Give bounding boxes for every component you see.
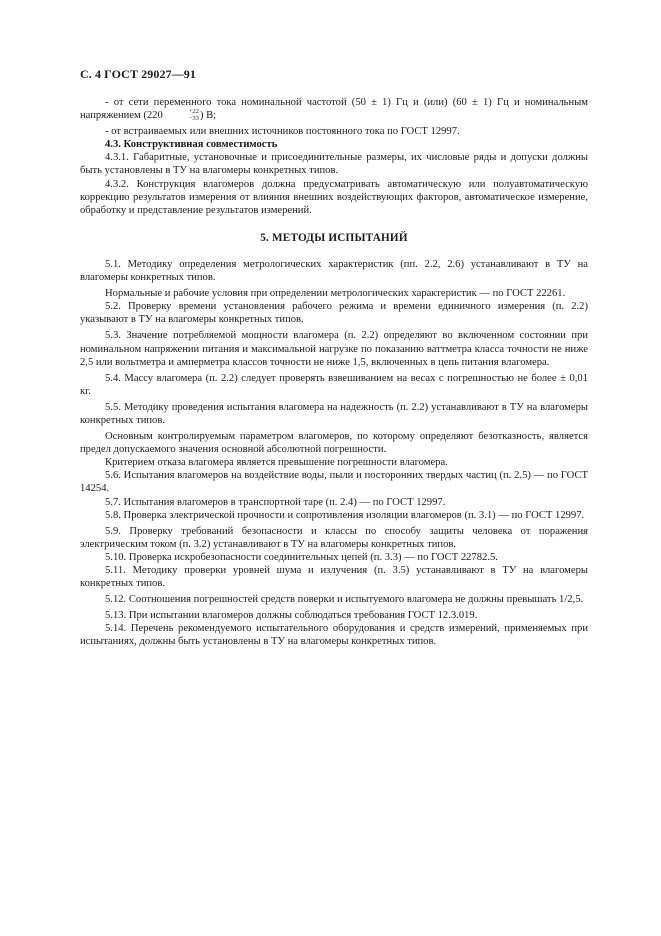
paragraph-5-13: 5.13. При испытании влагомеров должны соблюдаться требования ГОСТ 12.3.019. xyxy=(105,610,478,622)
paragraph-5-1: 5.1. Методику определения метрологических характеристик (пп. 2.2, 2.6) устанавливают в ТУ на влагомеры конкретных типов. xyxy=(80,258,588,284)
document-body xyxy=(80,96,588,649)
paragraph-5-1-b: Нормальные и рабочие условия при определении метрологических характеристик — по ГОСТ 22261. xyxy=(105,288,566,300)
paragraph-4-3-2: 4.3.2. Конструкция влагомеров должна предусматривать автоматическую или полуавтоматическую коррекцию результатов измерения от влияния внешних воздействующих факторов, автоматическое измерение, обработку и представление результатов измерений. xyxy=(80,178,588,216)
paragraph-ac-supply: - от сети переменного тока номинальной частотой (50 ± 1) Гц и (или) (60 ± 1) Гц и номинальным напряжением (220 +22 −33 ) В; xyxy=(80,97,588,122)
paragraph-5-3: 5.3. Значение потребляемой мощности влагомера (п. 2.2) определяют во включенном состоянии при номинальном напряжении питания и максимальной нагрузке по показанию ваттметра класса точности не ниже 2,5 или вольтметра и амперметра классов точности не ниже 1,5, включенных в цепь питания влагомера. xyxy=(80,330,588,368)
page-header: С. 4 ГОСТ 29027—91 xyxy=(80,67,196,81)
paragraph-5-8: 5.8. Проверка электрической прочности и сопротивления изоляции влагомеров (п. 3.1) — по ГОСТ 12997. xyxy=(105,509,585,521)
paragraph-5-12: 5.12. Соотношения погрешностей средств поверки и испытуемого влагомера не должны превышать 1/2,5. xyxy=(105,594,584,606)
paragraph-5-10: 5.10. Проверка искробезопасности соединительных цепей (п. 3.3) — по ГОСТ 22782.5. xyxy=(105,551,498,563)
paragraph-5-11: 5.11. Методику проверки уровней шума и излучения (п. 3.5) устанавливают в ТУ на влагомеры конкретных типов. xyxy=(80,565,588,590)
paragraph-5-5-b: Основным контролируемым параметром влагомеров, по которому определяют безотказность, является предел допускаемого значения основной абсолютной погрешности. xyxy=(80,431,588,456)
paragraph-5-5-c: Критерием отказа влагомера является превышение погрешности влагомера. xyxy=(105,457,448,469)
paragraph-5-6: 5.6. Испытания влагомеров на воздействие воды, пыли и посторонних твердых частиц (п. 2.5) — по ГОСТ 14254. xyxy=(80,470,588,495)
subsection-title-4-3: 4.3. Конструктивная совместимость xyxy=(105,139,278,151)
paragraph-5-14: 5.14. Перечень рекомендуемого испытательного оборудования и средств измерений, применяемых при испытаниях, должны быть установлены в ТУ на влагомеры конкретных типов. xyxy=(80,623,588,648)
paragraph-4-3-1: 4.3.1. Габаритные, установочные и присоединительные размеры, их числовые ряды и допуски должны быть установлены в ТУ на влагомеры конкретных типов. xyxy=(80,152,588,177)
paragraph-5-9: 5.9. Проверку требований безопасности и классы по способу защиты человека от поражения электрическим током (п. 3.2) устанавливают в ТУ на влагомеры конкретных типов. xyxy=(80,525,588,550)
paragraph-dc-supply: - от встраиваемых или внешних источников постоянного тока по ГОСТ 12997. xyxy=(105,126,460,138)
paragraph-5-7: 5.7. Испытания влагомеров в транспортной таре (п. 2.4) — по ГОСТ 12997. xyxy=(105,496,446,508)
paragraph-5-5: 5.5. Методику проведения испытания влагомера на надежность (п. 2.2) устанавливают в ТУ на влагомеры конкретных типов. xyxy=(80,401,588,426)
paragraph-5-2: 5.2. Проверку времени установления рабочего режима и времени единичного измерения (п. 2.2) указывают в ТУ на влагомеры конкретных типов. xyxy=(80,301,588,326)
section-title-5: 5. МЕТОДЫ ИСПЫТАНИЙ xyxy=(260,231,408,244)
paragraph-5-4: 5.4. Массу влагомера (п. 2.2) следует проверять взвешиванием на весах с погрешностью не более ± 0,01 кг. xyxy=(80,372,588,397)
voltage-tolerance: +22 −33 xyxy=(188,108,199,122)
